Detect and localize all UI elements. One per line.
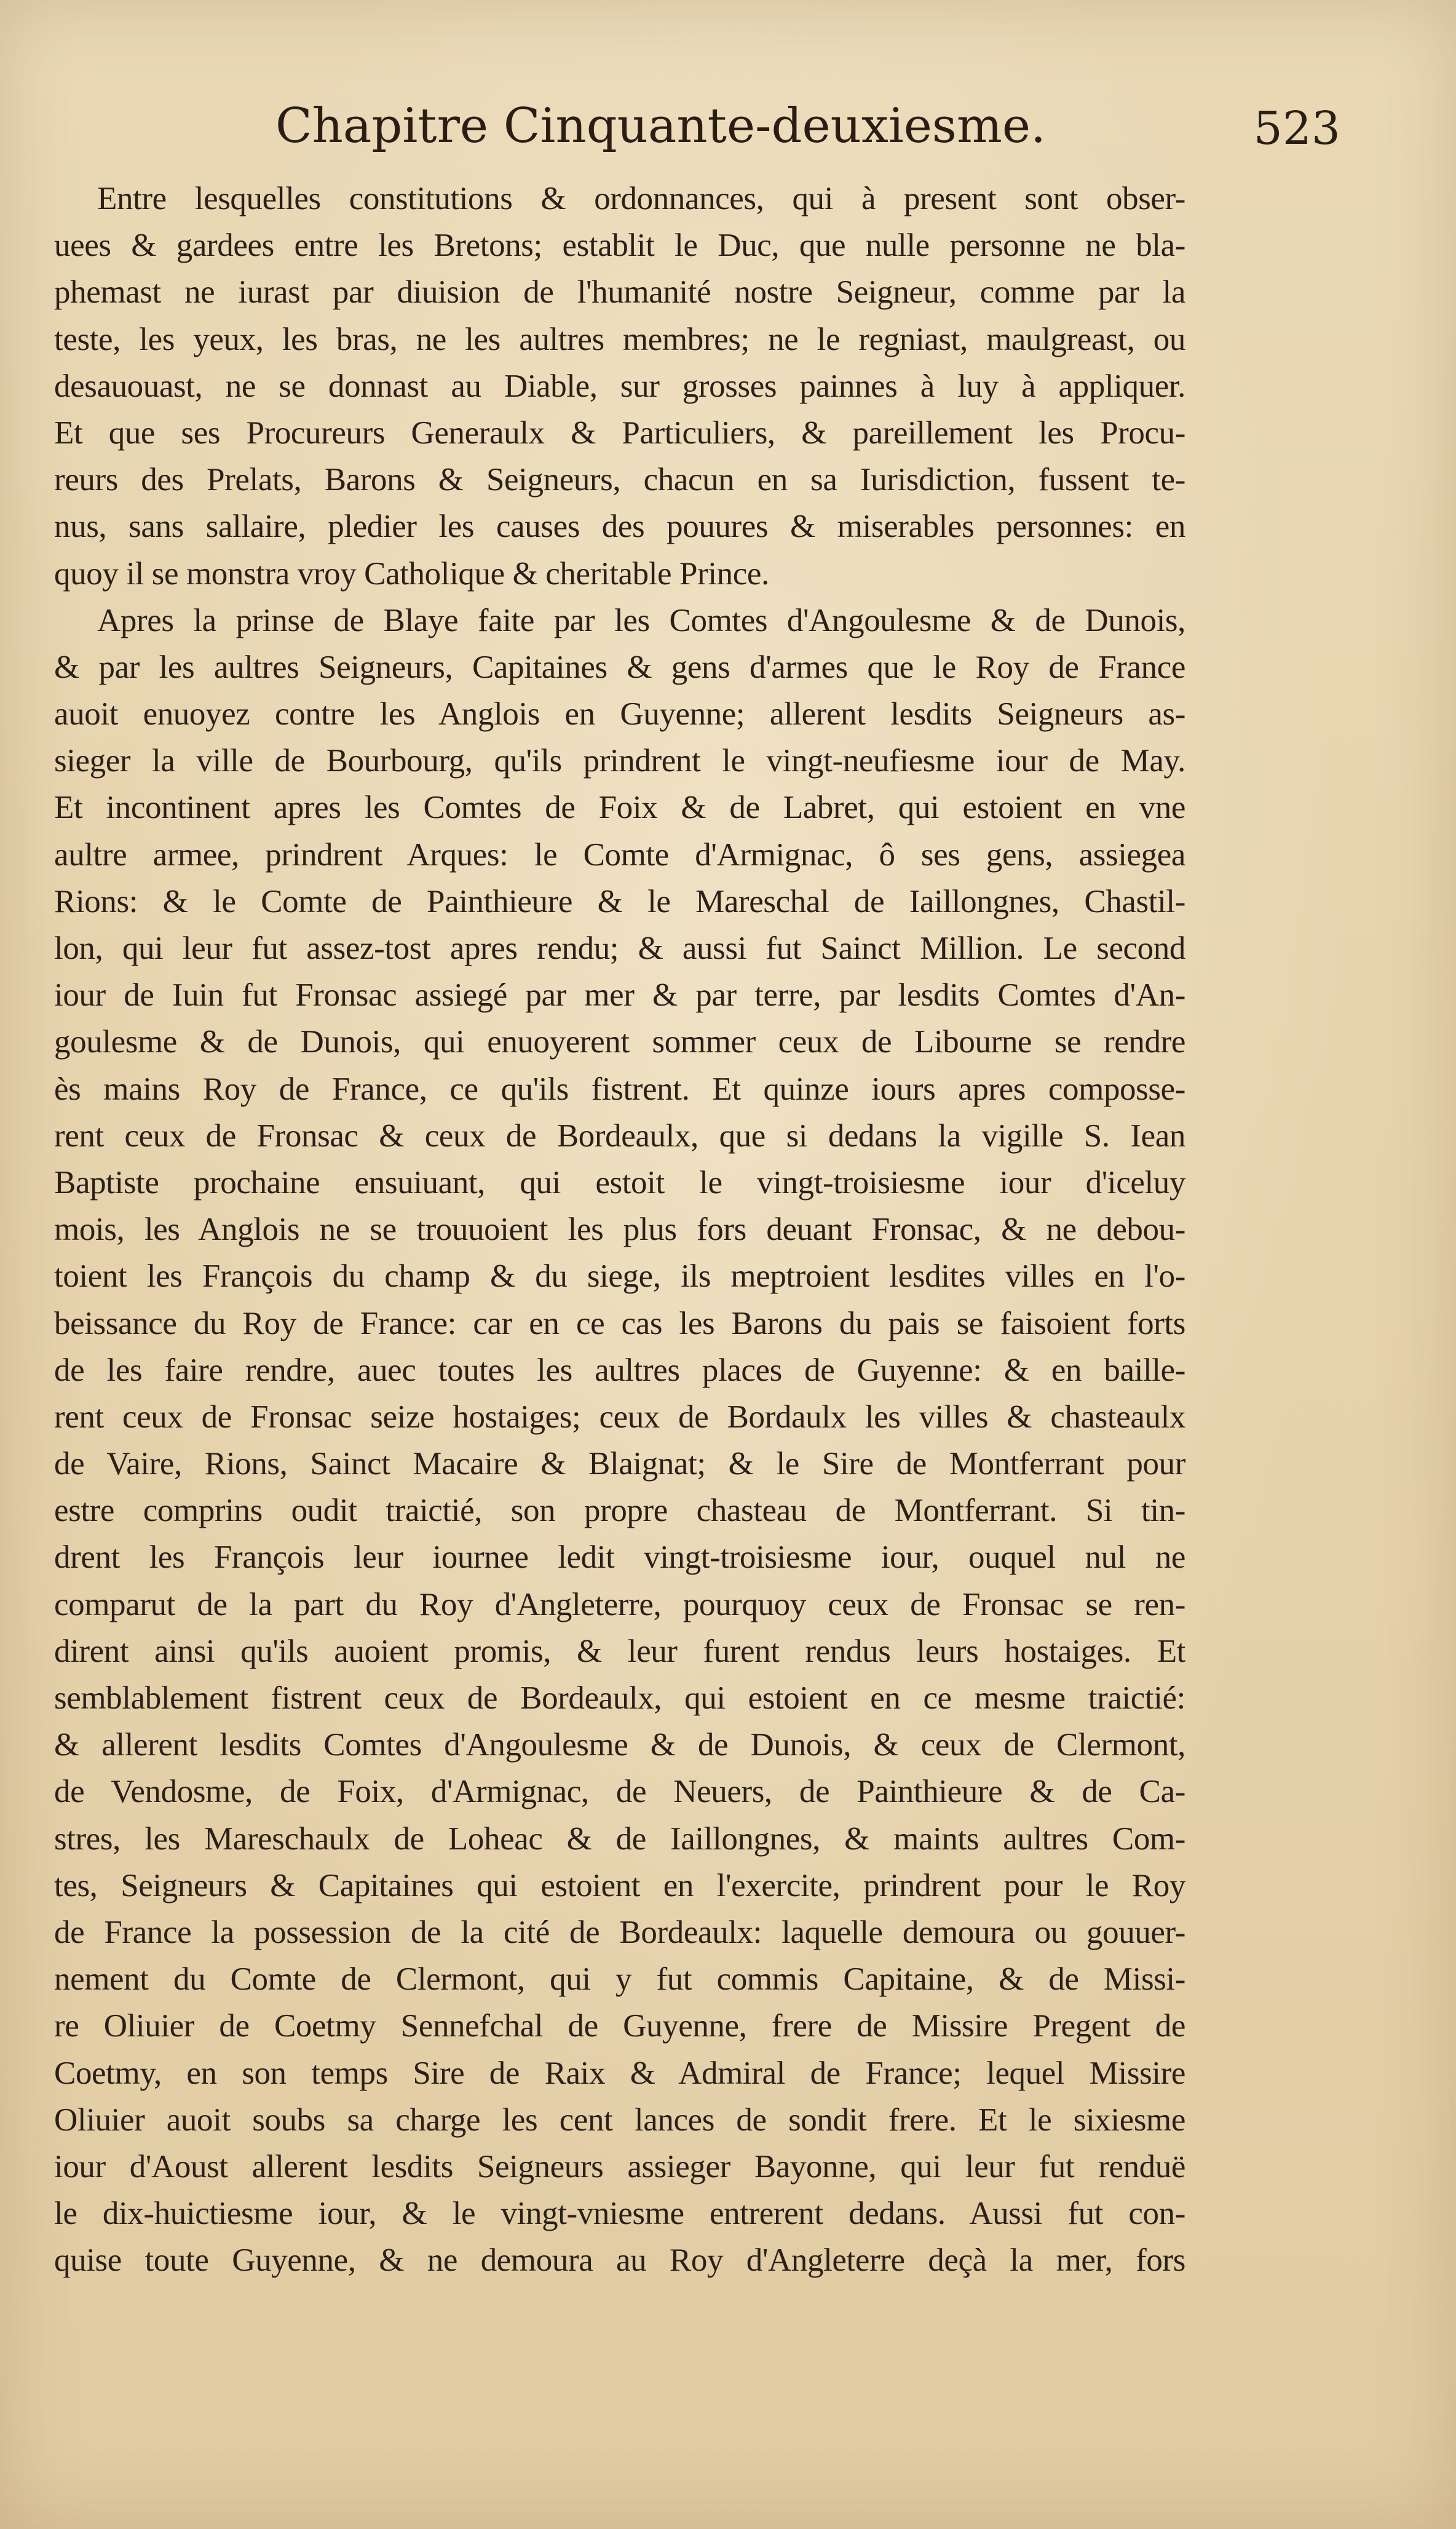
text-line: estre comprins oudit traictié, son propre chasteau de Montferrant. Si tin- — [54, 1493, 1185, 1529]
text-line: nement du Comte de Clermont, qui y fut commis Capitaine, & de Missi- — [54, 1961, 1185, 1998]
text-line: stres, les Mareschaulx de Loheac & de Iaillongnes, & maints aultres Com- — [54, 1820, 1185, 1857]
text-line: Coetmy, en son temps Sire de Raix & Admiral de France; lequel Missire — [54, 2055, 1185, 2091]
text-line: sieger la ville de Bourbourg, qu'ils prindrent le vingt-neufiesme iour de May. — [54, 743, 1185, 779]
text-line: phemast ne iurast par diuision de l'humanité nostre Seigneur, comme par la — [54, 274, 1185, 311]
text-line: drent les François leur iournee ledit vingt-troisiesme iour, ouquel nul ne — [54, 1539, 1185, 1576]
text-line: ès mains Roy de France, ce qu'ils fistrent. Et quinze iours apres composse- — [54, 1071, 1185, 1107]
text-line: lon, qui leur fut assez-tost apres rendu; & aussi fut Sainct Million. Le second — [54, 931, 1185, 966]
text-line: aultre armee, prindrent Arques: le Comte d'Armignac, ô ses gens, assiegea — [54, 836, 1185, 873]
text-line: Et incontinent apres les Comtes de Foix & de Labret, qui estoient en vne — [54, 790, 1185, 826]
text-line: iour d'Aoust allerent lesdits Seigneurs assieger Bayonne, qui leur fut renduë — [54, 2148, 1185, 2185]
text-line: goulesme & de Dunois, qui enuoyerent sommer ceux de Libourne se rendre — [54, 1024, 1185, 1060]
text-line: tes, Seigneurs & Capitaines qui estoient en l'exercite, prindrent pour le Roy — [54, 1867, 1185, 1904]
text-line: de Vaire, Rions, Sainct Macaire & Blaignat; & le Sire de Montferrant pour — [54, 1446, 1185, 1482]
text-line: quoy il se monstra vroy Catholique & cheritable Prince. — [54, 555, 769, 592]
text-line: toient les François du champ & du siege, ils meptroient lesdites villes en l'o- — [54, 1258, 1185, 1295]
text-line: iour de Iuin fut Fronsac assiegé par mer & par terre, par lesdits Comtes d'An- — [54, 977, 1185, 1014]
text-line: de les faire rendre, auec toutes les aultres places de Guyenne: & en baille- — [54, 1352, 1185, 1388]
text-line: nus, sans sallaire, pledier les causes des pouures & miserables personnes: en — [54, 509, 1185, 545]
page-number: 523 — [1253, 102, 1340, 155]
text-line: le dix-huictiesme iour, & le vingt-vniesme entrerent dedans. Aussi fut con- — [54, 2196, 1185, 2232]
running-head — [54, 92, 1402, 172]
text-line: auoit enuoyez contre les Anglois en Guyenne; allerent lesdits Seigneurs as- — [54, 696, 1185, 732]
text-line: Rions: & le Comte de Painthieure & le Mareschal de Iaillongnes, Chastil- — [54, 883, 1185, 919]
text-line: de France la possession de la cité de Bordeaulx: laquelle demoura ou gouuer- — [54, 1914, 1185, 1950]
text-line: quise toute Guyenne, & ne demoura au Roy d'Angleterre deçà la mer, fors — [54, 2242, 1185, 2279]
text-line: reurs des Prelats, Barons & Seigneurs, chacun en sa Iurisdiction, fussent te- — [54, 462, 1185, 498]
text-line: rent ceux de Fronsac seize hostaiges; ceux de Bordaulx les villes & chasteaulx — [54, 1399, 1185, 1435]
text-line: re Oliuier de Coetmy Sennefchal de Guyenne, frere de Missire Pregent de — [54, 2008, 1185, 2044]
text-line: dirent ainsi qu'ils auoient promis, & leur furent rendus leurs hostaiges. Et — [54, 1633, 1185, 1669]
body-text — [54, 175, 1185, 2284]
text-line: uees & gardees entre les Bretons; establit le Duc, que nulle personne ne bla- — [54, 228, 1185, 264]
text-line: Apres la prinse de Blaye faite par les Comtes d'Angoulesme & de Dunois, — [97, 602, 1185, 638]
text-line: Entre lesquelles constitutions & ordonnances, qui à present sont obser- — [97, 181, 1185, 216]
text-line: comparut de la part du Roy d'Angleterre, pourquoy ceux de Fronsac se ren- — [54, 1586, 1185, 1622]
text-line: & allerent lesdits Comtes d'Angoulesme & de Dunois, & ceux de Clermont, — [54, 1727, 1185, 1763]
text-line: Et que ses Procureurs Generaulx & Particuliers, & pareillement les Procu- — [54, 415, 1185, 451]
text-line: & par les aultres Seigneurs, Capitaines & gens d'armes que le Roy de France — [54, 649, 1185, 685]
text-line: mois, les Anglois ne se trouuoient les plus fors deuant Fronsac, & ne debou- — [54, 1212, 1185, 1248]
text-line: desauouast, ne se donnast au Diable, sur grosses painnes à luy à appliquer. — [54, 368, 1185, 404]
text-line: Oliuier auoit soubs sa charge les cent lances de sondit frere. Et le sixiesme — [54, 2102, 1185, 2138]
text-line: Baptiste prochaine ensuiuant, qui estoit le vingt-troisiesme iour d'iceluy — [54, 1164, 1185, 1201]
text-line: semblablement fistrent ceux de Bordeaulx, qui estoient en ce mesme traictié: — [54, 1680, 1185, 1716]
text-line: beissance du Roy de France: car en ce cas les Barons du pais se faisoient forts — [54, 1305, 1185, 1341]
text-line: de Vendosme, de Foix, d'Armignac, de Neuers, de Painthieure & de Ca- — [54, 1774, 1185, 1810]
text-line: teste, les yeux, les bras, ne les aultres membres; ne le regniast, maulgreast, ou — [54, 321, 1185, 357]
text-line: rent ceux de Fronsac & ceux de Bordeaulx, que si dedans la vigille S. Iean — [54, 1118, 1185, 1154]
chapter-title: Chapitre Cinquante-deuxiesme. — [275, 98, 1046, 154]
